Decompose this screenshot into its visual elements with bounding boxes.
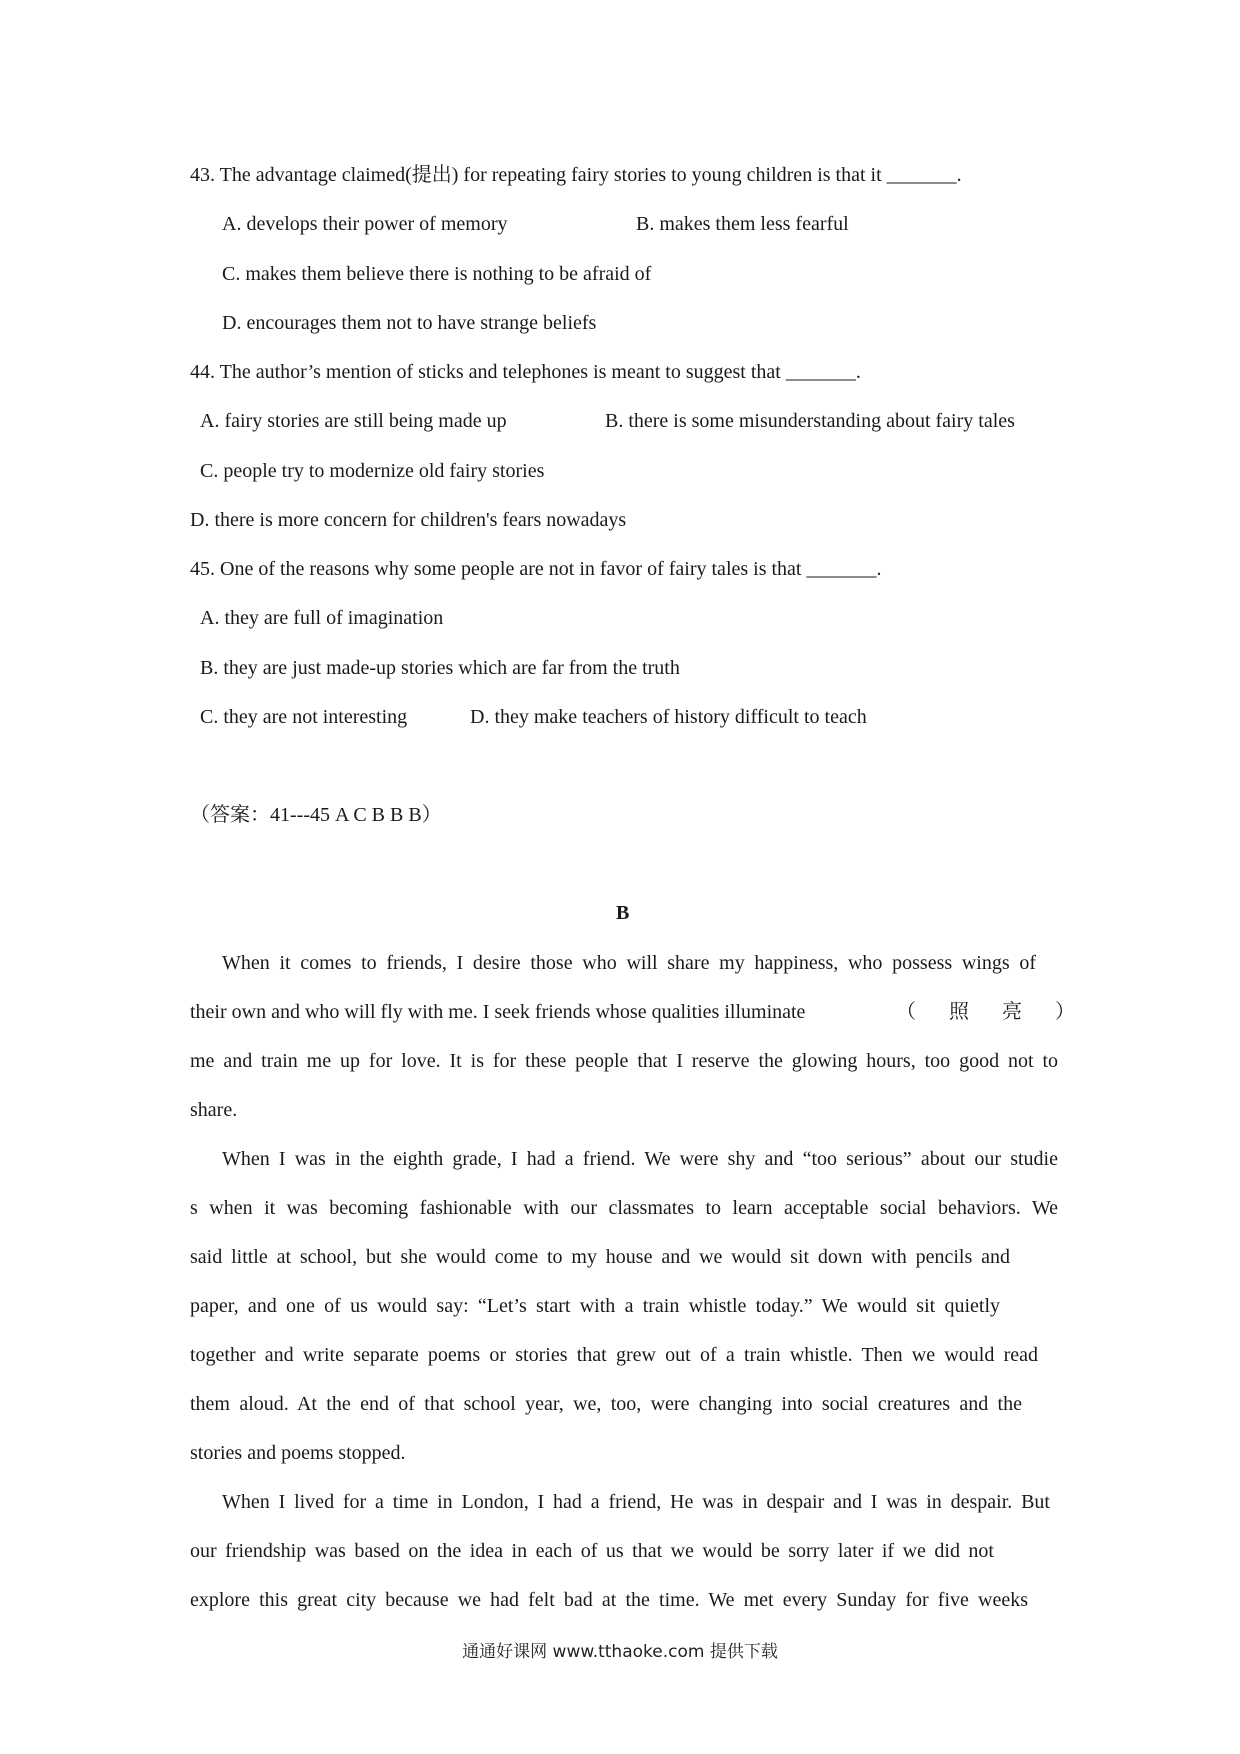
question-43-option-b: B. makes them less fearful [636,213,849,235]
passage-line: explore this great city because we had felt bad at the time. We met every Sunday for five weeks [190,1589,1028,1611]
passage-line: together and write separate poems or stories that grew out of a train whistle. Then we would read [190,1344,1038,1366]
passage-line: our friendship was based on the idea in each of us that we would be sorry later if we did not [190,1540,994,1562]
question-44-stem: 44. The author’s mention of sticks and telephones is meant to suggest that _______. [190,361,861,383]
question-44-option-d: D. there is more concern for children's fears nowadays [190,509,627,531]
question-45-option-b: B. they are just made-up stories which are far from the truth [200,657,680,679]
section-heading: B [616,902,630,924]
question-45-option-a: A. they are full of imagination [200,607,444,629]
question-43-stem: 43. The advantage claimed(提出) for repeating fairy stories to young children is that it _______. [190,164,962,186]
passage-line: them aloud. At the end of that school year, we, too, were changing into social creatures and the [190,1393,1022,1415]
question-43-option-d: D. encourages them not to have strange beliefs [222,312,597,334]
passage-line: said little at school, but she would come to my house and we would sit down with pencils and [190,1246,1010,1268]
passage-gloss: （ 照 亮 ） [896,1001,1089,1023]
answer-key: （答案：41---45 A C B B B） [190,804,442,826]
question-45-option-c: C. they are not interesting [200,706,408,728]
question-43-option-a: A. develops their power of memory [222,213,508,235]
question-44-option-b: B. there is some misunderstanding about fairy tales [605,410,1015,432]
passage-line: When it comes to friends, I desire those who will share my happiness, who possess wings of [222,952,1036,974]
passage-line: me and train me up for love. It is for these people that I reserve the glowing hours, too good not to [190,1050,1058,1072]
question-44-option-a: A. fairy stories are still being made up [200,410,507,432]
question-45-option-d: D. they make teachers of history difficult to teach [470,706,867,728]
passage-line: stories and poems stopped. [190,1442,406,1464]
download-footer: 通通好课网 www.tthaoke.com 提供下载 [462,1642,778,1662]
question-45-stem: 45. One of the reasons why some people are not in favor of fairy tales is that _______. [190,558,882,580]
question-44-option-c: C. people try to modernize old fairy stories [200,460,545,482]
passage-line: their own and who will fly with me. I seek friends whose qualities illuminate [190,1001,806,1023]
passage-line: share. [190,1099,238,1121]
passage-line: When I lived for a time in London, I had a friend, He was in despair and I was in despair. But [222,1491,1050,1513]
passage-line: When I was in the eighth grade, I had a friend. We were shy and “too serious” about our studie [222,1148,1058,1170]
question-43-option-c: C. makes them believe there is nothing to be afraid of [222,263,652,285]
passage-line: paper, and one of us would say: “Let’s start with a train whistle today.” We would sit quietly [190,1295,1000,1317]
passage-line: s when it was becoming fashionable with our classmates to learn acceptable social behaviors. We [190,1197,1058,1219]
